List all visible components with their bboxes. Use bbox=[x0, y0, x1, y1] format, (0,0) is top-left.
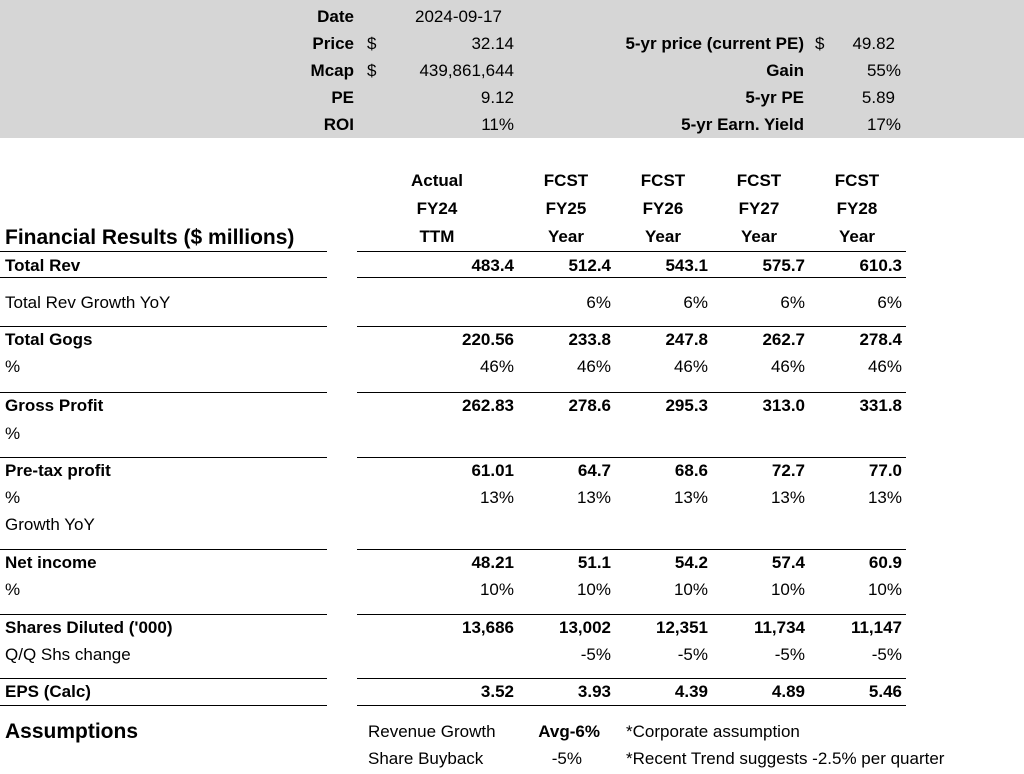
table-cell: 10% bbox=[673, 580, 708, 599]
row-divider bbox=[0, 705, 327, 706]
row-label: % bbox=[5, 424, 21, 443]
row-divider bbox=[0, 277, 327, 278]
row-divider bbox=[357, 251, 906, 252]
table-cell: 13% bbox=[770, 488, 805, 507]
column-header-h1: Actual bbox=[411, 171, 463, 190]
row-divider bbox=[357, 326, 906, 327]
price-currency: $ bbox=[367, 34, 377, 53]
table-cell: 57.4 bbox=[771, 553, 805, 572]
table-cell: 10% bbox=[479, 580, 514, 599]
table-cell: 72.7 bbox=[771, 461, 805, 480]
row-divider bbox=[0, 457, 327, 458]
row-label: Total Rev Growth YoY bbox=[5, 293, 171, 312]
table-cell: 5.46 bbox=[868, 682, 902, 701]
table-cell: 6% bbox=[877, 293, 902, 312]
table-cell: -5% bbox=[677, 645, 708, 664]
table-cell: -5% bbox=[580, 645, 611, 664]
table-cell: 46% bbox=[770, 357, 805, 376]
row-label: % bbox=[5, 357, 21, 376]
mcap-currency: $ bbox=[367, 61, 377, 80]
row-divider bbox=[357, 277, 906, 278]
row-divider bbox=[357, 392, 906, 393]
column-header-h3: TTM bbox=[419, 227, 455, 246]
table-cell: 483.4 bbox=[471, 256, 514, 275]
table-cell: 512.4 bbox=[568, 256, 611, 275]
table-cell: 6% bbox=[683, 293, 708, 312]
table-cell: 13% bbox=[673, 488, 708, 507]
row-label: Gross Profit bbox=[5, 396, 104, 415]
column-header-h3: Year bbox=[741, 227, 777, 246]
assumptions-title: Assumptions bbox=[5, 720, 139, 743]
row-divider bbox=[357, 614, 906, 615]
row-label: EPS (Calc) bbox=[5, 682, 91, 701]
table-cell: 247.8 bbox=[665, 330, 708, 349]
column-header-h1: FCST bbox=[736, 171, 782, 190]
revenue-growth-value: Avg-6% bbox=[538, 722, 600, 741]
table-cell: 60.9 bbox=[868, 553, 902, 572]
table-cell: 331.8 bbox=[859, 396, 902, 415]
table-cell: 64.7 bbox=[577, 461, 611, 480]
column-header-h3: Year bbox=[839, 227, 875, 246]
column-header-h3: Year bbox=[645, 227, 681, 246]
table-cell: 6% bbox=[586, 293, 611, 312]
table-cell: 3.52 bbox=[480, 682, 514, 701]
table-cell: 262.7 bbox=[762, 330, 805, 349]
share-buyback-label: Share Buyback bbox=[368, 749, 484, 768]
table-cell: 68.6 bbox=[674, 461, 708, 480]
column-header-h1: FCST bbox=[640, 171, 686, 190]
table-cell: 10% bbox=[770, 580, 805, 599]
fiveyr-price-value: 49.82 bbox=[852, 34, 895, 53]
table-cell: 13% bbox=[867, 488, 902, 507]
table-title: Financial Results ($ millions) bbox=[5, 226, 295, 249]
table-cell: 51.1 bbox=[577, 553, 611, 572]
row-divider bbox=[0, 251, 327, 252]
table-cell: 48.21 bbox=[471, 553, 514, 572]
table-cell: 13% bbox=[479, 488, 514, 507]
fiveyr-price-label: 5-yr price (current PE) bbox=[625, 34, 804, 53]
gain-value: 55% bbox=[866, 61, 901, 80]
column-header-h2: FY28 bbox=[836, 199, 878, 218]
table-cell: 4.39 bbox=[674, 682, 708, 701]
row-divider bbox=[0, 326, 327, 327]
table-cell: 278.4 bbox=[859, 330, 902, 349]
row-divider bbox=[357, 678, 906, 679]
fiveyr-pe-value: 5.89 bbox=[861, 88, 895, 107]
row-label: % bbox=[5, 580, 21, 599]
table-cell: 61.01 bbox=[471, 461, 514, 480]
column-header-h1: FCST bbox=[543, 171, 589, 190]
table-cell: 6% bbox=[780, 293, 805, 312]
roi-value: 11% bbox=[481, 115, 514, 134]
table-cell: 3.93 bbox=[577, 682, 611, 701]
revenue-growth-label: Revenue Growth bbox=[368, 722, 496, 741]
share-buyback-value: -5% bbox=[551, 749, 582, 768]
column-header-h1: FCST bbox=[834, 171, 880, 190]
table-cell: 13% bbox=[576, 488, 611, 507]
row-label: % bbox=[5, 488, 21, 507]
table-cell: 4.89 bbox=[771, 682, 805, 701]
table-cell: 220.56 bbox=[462, 330, 514, 349]
mcap-label: Mcap bbox=[310, 61, 354, 80]
price-label: Price bbox=[312, 34, 354, 53]
row-divider bbox=[0, 392, 327, 393]
row-divider bbox=[357, 549, 906, 550]
row-divider bbox=[357, 705, 906, 706]
table-cell: 10% bbox=[576, 580, 611, 599]
row-label: Total Rev bbox=[5, 256, 81, 275]
table-cell: 313.0 bbox=[762, 396, 805, 415]
table-cell: 46% bbox=[479, 357, 514, 376]
table-cell: 13,002 bbox=[559, 618, 611, 637]
table-cell: 11,147 bbox=[850, 618, 902, 637]
column-header-h3: Year bbox=[548, 227, 584, 246]
row-label: Pre-tax profit bbox=[5, 461, 111, 480]
mcap-value: 439,861,644 bbox=[419, 61, 514, 80]
row-divider bbox=[0, 678, 327, 679]
table-cell: -5% bbox=[774, 645, 805, 664]
pe-label: PE bbox=[331, 88, 354, 107]
table-cell: 10% bbox=[867, 580, 902, 599]
fiveyr-price-currency: $ bbox=[815, 34, 825, 53]
row-label: Q/Q Shs change bbox=[5, 645, 131, 664]
table-cell: 12,351 bbox=[656, 618, 708, 637]
row-label: Shares Diluted ('000) bbox=[5, 618, 173, 637]
pe-value: 9.12 bbox=[480, 88, 514, 107]
share-buyback-note: *Recent Trend suggests -2.5% per quarter bbox=[626, 749, 945, 768]
table-cell: 262.83 bbox=[462, 396, 514, 415]
table-cell: 543.1 bbox=[665, 256, 708, 275]
table-cell: 46% bbox=[673, 357, 708, 376]
row-label: Total Gogs bbox=[5, 330, 93, 349]
row-label: Growth YoY bbox=[5, 515, 95, 534]
row-divider bbox=[0, 614, 327, 615]
roi-label: ROI bbox=[323, 115, 354, 134]
column-header-h2: FY25 bbox=[545, 199, 587, 218]
date-value: 2024-09-17 bbox=[415, 7, 502, 26]
revenue-growth-note: *Corporate assumption bbox=[626, 722, 800, 741]
table-cell: 13,686 bbox=[462, 618, 514, 637]
table-cell: 575.7 bbox=[762, 256, 805, 275]
fiveyr-yield-value: 17% bbox=[866, 115, 901, 134]
table-cell: 295.3 bbox=[665, 396, 708, 415]
date-label: Date bbox=[317, 7, 354, 26]
row-divider bbox=[0, 549, 327, 550]
table-cell: 77.0 bbox=[868, 461, 902, 480]
table-cell: 278.6 bbox=[568, 396, 611, 415]
column-header-h2: FY27 bbox=[738, 199, 780, 218]
table-cell: 11,734 bbox=[753, 618, 805, 637]
table-cell: 610.3 bbox=[859, 256, 902, 275]
table-cell: 46% bbox=[867, 357, 902, 376]
column-header-h2: FY26 bbox=[642, 199, 684, 218]
column-header-h2: FY24 bbox=[416, 199, 458, 218]
fiveyr-pe-label: 5-yr PE bbox=[745, 88, 804, 107]
table-cell: 233.8 bbox=[568, 330, 611, 349]
price-value: 32.14 bbox=[471, 34, 514, 53]
table-cell: -5% bbox=[871, 645, 902, 664]
table-cell: 46% bbox=[576, 357, 611, 376]
row-divider bbox=[357, 457, 906, 458]
table-cell: 54.2 bbox=[674, 553, 708, 572]
fiveyr-yield-label: 5-yr Earn. Yield bbox=[681, 115, 804, 134]
row-label: Net income bbox=[5, 553, 97, 572]
gain-label: Gain bbox=[766, 61, 804, 80]
